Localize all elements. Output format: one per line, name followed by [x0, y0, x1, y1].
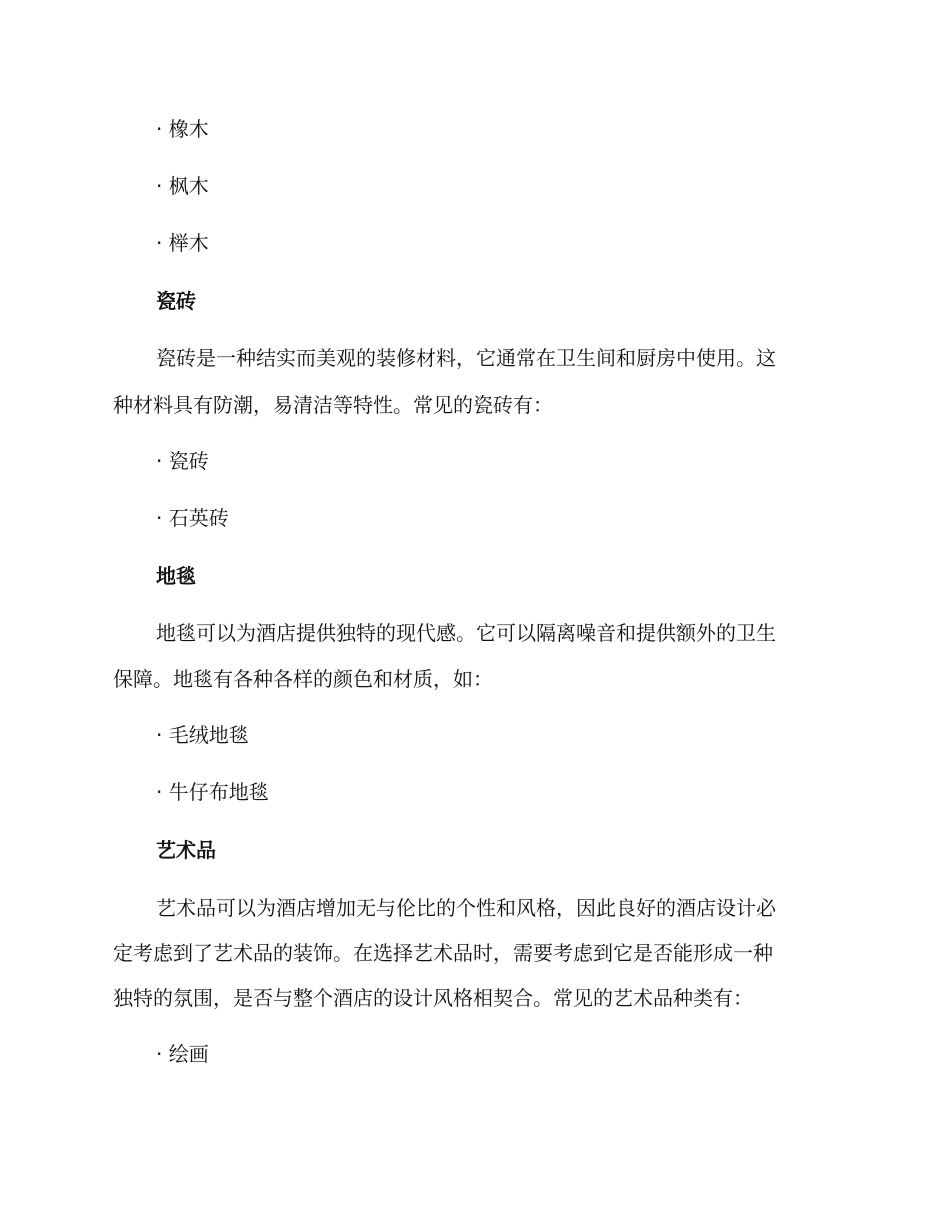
- list-item: [156, 1040, 876, 1068]
- bullet-symbol: ·: [156, 449, 163, 473]
- list-item-text: 牛仔布地毯: [168, 780, 269, 804]
- list-item-text: 石英砖: [168, 506, 229, 530]
- list-item-text: 榉木: [168, 231, 209, 255]
- bullet-symbol: ·: [156, 506, 163, 530]
- list-item-text: 枫木: [168, 174, 209, 198]
- bullet-symbol: ·: [156, 174, 163, 198]
- list-item: [156, 721, 876, 749]
- list-item: [156, 229, 876, 257]
- list-item: [156, 447, 876, 475]
- list-item-text: 绘画: [168, 1042, 209, 1066]
- list-item: [156, 115, 876, 143]
- paragraph-line: 独特的氛围，是否与整个酒店的设计风格相契合。常见的艺术品种类有：: [113, 986, 753, 1010]
- list-item-text: 毛绒地毯: [168, 723, 249, 747]
- section-heading-art: 艺术品: [156, 838, 216, 862]
- list-item-text: 瓷砖: [168, 449, 209, 473]
- paragraph-line: 定考虑到了艺术品的装饰。在选择艺术品时，需要考虑到它是否能形成一种: [113, 941, 773, 965]
- paragraph-line: 种材料具有防潮，易清洁等特性。常见的瓷砖有：: [113, 393, 553, 417]
- bullet-symbol: ·: [156, 723, 163, 747]
- paragraph-line: 瓷砖是一种结实而美观的装修材料，它通常在卫生间和厨房中使用。这: [156, 346, 776, 370]
- bullet-symbol: ·: [156, 231, 163, 255]
- list-item: [156, 172, 876, 200]
- paragraph-line: 艺术品可以为酒店增加无与伦比的个性和风格，因此良好的酒店设计必: [156, 896, 776, 920]
- bullet-symbol: ·: [156, 780, 163, 804]
- section-heading-carpet: 地毯: [156, 564, 196, 588]
- bullet-symbol: ·: [156, 117, 163, 141]
- list-item: [156, 504, 876, 532]
- section-heading-tile: 瓷砖: [156, 289, 196, 313]
- paragraph-line: 保障。地毯有各种各样的颜色和材质，如：: [113, 667, 493, 691]
- paragraph-line: 地毯可以为酒店提供独特的现代感。它可以隔离噪音和提供额外的卫生: [156, 621, 776, 645]
- list-item-text: 橡木: [168, 117, 209, 141]
- list-item: [156, 778, 876, 806]
- bullet-symbol: ·: [156, 1042, 163, 1066]
